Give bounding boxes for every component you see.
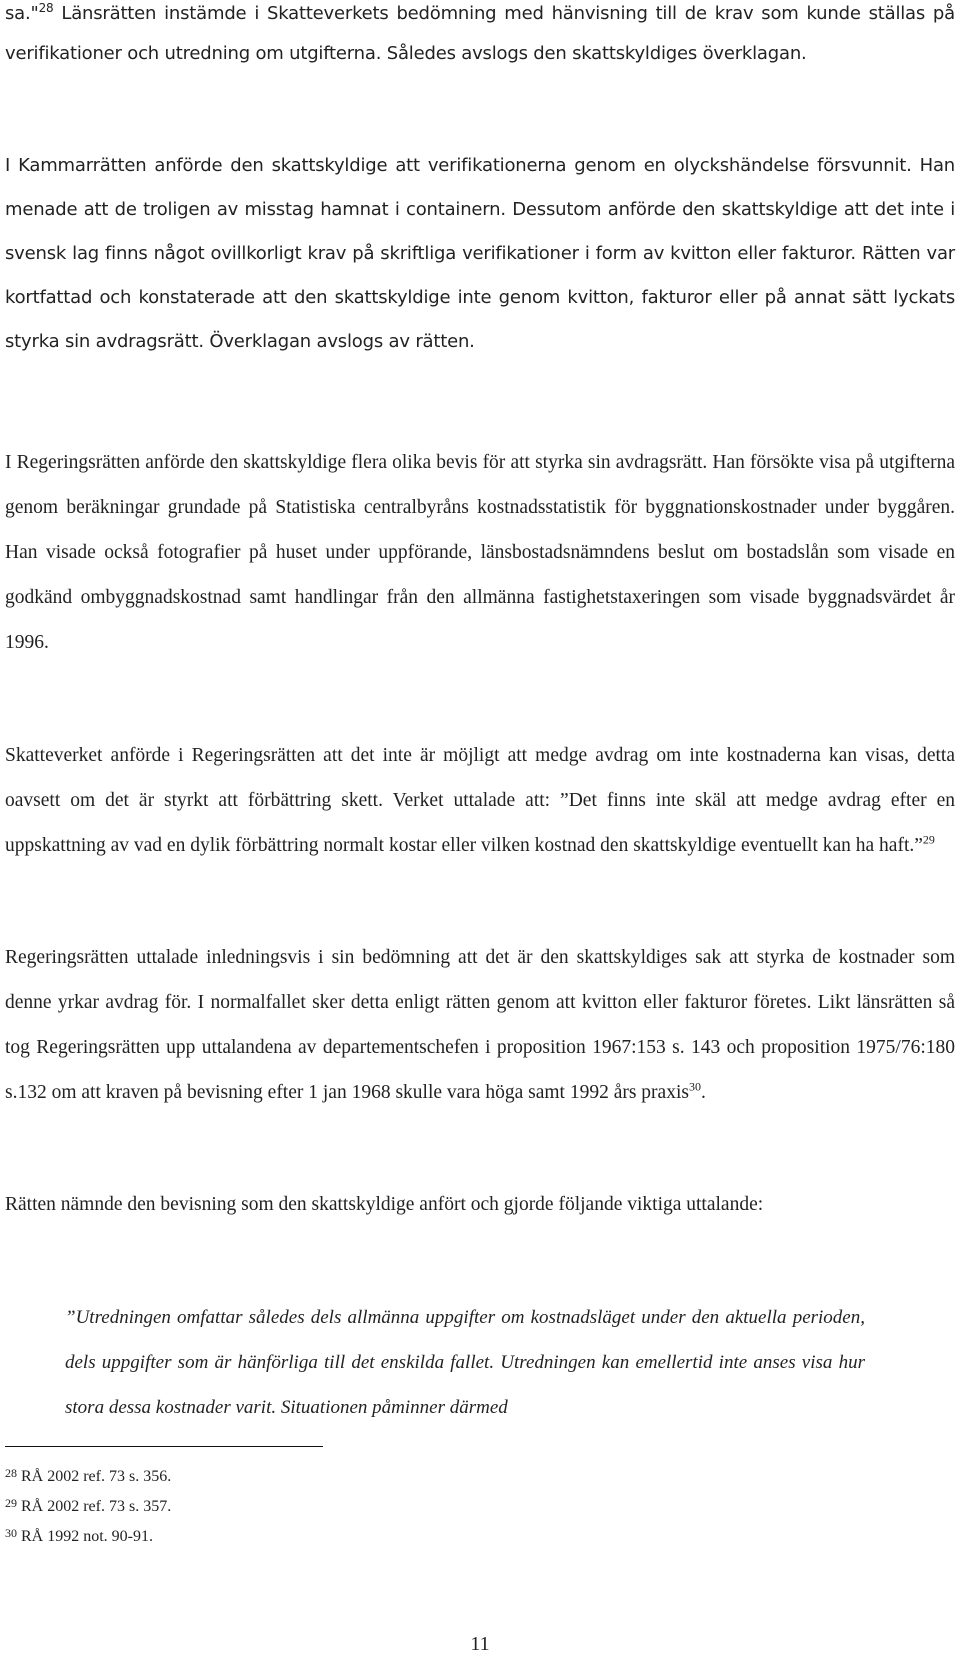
paragraph-skatteverket	[5, 733, 955, 868]
footnote-divider	[5, 1446, 323, 1447]
footnote-number: 29	[5, 1496, 17, 1510]
footnote-text: RÅ 2002 ref. 73 s. 356.	[21, 1468, 172, 1485]
paragraph-lansratten	[5, 0, 955, 74]
paragraph-text: I Regeringsrätten anförde den skattskyldige flera olika bevis för att styrka sin avdragsrätt. Han försökte visa på utgifterna genom beräkningar grundade på Statistiska centralbyråns kostnadsstatistik för byggnationskostnader under byggåren. Han visade också fotografier på huset under uppförande, länsbostadsnämndens beslut om bostadslån som visade en godkänd ombyggnadskostnad samt handlingar från den allmänna fastighetstaxeringen som visade byggnadsvärdet år 1996.	[5, 452, 955, 653]
paragraph-lead: sa."	[5, 3, 39, 24]
footnote-number: 28	[5, 1466, 17, 1480]
footnote-text: RÅ 1992 not. 90-91.	[21, 1528, 153, 1545]
paragraph-regeringsratten-bedomning	[5, 935, 955, 1115]
paragraph-text: Regeringsrätten uttalade inledningsvis i sin bedömning att det är den skattskyldiges sak att styrka de kostnader som denne yrkar avdrag för. I normalfallet sker detta enligt rätten genom att kvitton eller fakturor företes. Likt länsrätten så tog Regeringsrätten upp uttalandena av departementschefen i proposition 1967:153 s. 143 och proposition 1975/76:180 s.132 om att kraven på bevisning efter 1 jan 1968 skulle vara höga samt 1992 års praxis	[5, 947, 955, 1103]
page-number: 11	[470, 1633, 490, 1655]
paragraph-ratten-namnde	[5, 1182, 955, 1227]
footnote-28	[5, 1460, 605, 1490]
paragraph-text: Länsrätten instämde i Skatteverkets bedömning med hänvisning till de krav som kunde ställas på verifikationer och utredning om utgifterna. Således avslogs den skattskyldiges överklagan.	[5, 3, 955, 64]
footnotes	[5, 1460, 605, 1550]
footnote-ref-30[interactable]: 30	[688, 1079, 701, 1094]
footnote-29	[5, 1490, 605, 1520]
paragraph-kammarratten	[5, 144, 955, 364]
footnote-ref-29[interactable]: 29	[922, 832, 935, 847]
paragraph-text: Rätten nämnde den bevisning som den skattskyldige anfört och gjorde följande viktiga uttalande:	[5, 1194, 764, 1215]
footnote-ref-28[interactable]: 28	[38, 1, 54, 15]
paragraph-text: Skatteverket anförde i Regeringsrätten att det inte är möjligt att medge avdrag om inte kostnaderna kan visas, detta oavsett om det är styrkt att förbättring skett. Verket uttalade att: ”Det finns inte skäl att medge avdrag efter en uppskattning av vad en dylik förbättring normalt kostar eller vilken kostnad den skattskyldige eventuellt kan ha haft.”	[5, 745, 955, 856]
paragraph-trail: .	[700, 1082, 706, 1103]
footnote-text: RÅ 2002 ref. 73 s. 357.	[21, 1498, 172, 1515]
paragraph-regeringsratten-bevis	[5, 440, 955, 665]
paragraph-text: I Kammarrätten anförde den skattskyldige att verifikationerna genom en olyckshändelse försvunnit. Han menade att de troligen av misstag hamnat i containern. Dessutom anförde den skattskyldige att det inte i svensk lag finns något ovillkorligt krav på skriftliga verifikationer i form av kvitton eller fakturor. Rätten var kortfattad och konstaterade att den skattskyldige inte genom kvitton, fakturor eller på annat sätt lyckats styrka sin avdragsrätt. Överklagan avslogs av rätten.	[5, 155, 955, 352]
footnote-30	[5, 1520, 605, 1550]
block-quote: ”Utredningen omfattar således dels allmänna uppgifter om kostnadsläget under den aktuella perioden, dels uppgifter som är hänförliga till det enskilda fallet. Utredningen kan emellertid inte anses visa hur stora dessa kostnader varit. Situationen påminner därmed	[65, 1307, 865, 1418]
footnote-number: 30	[5, 1526, 17, 1540]
